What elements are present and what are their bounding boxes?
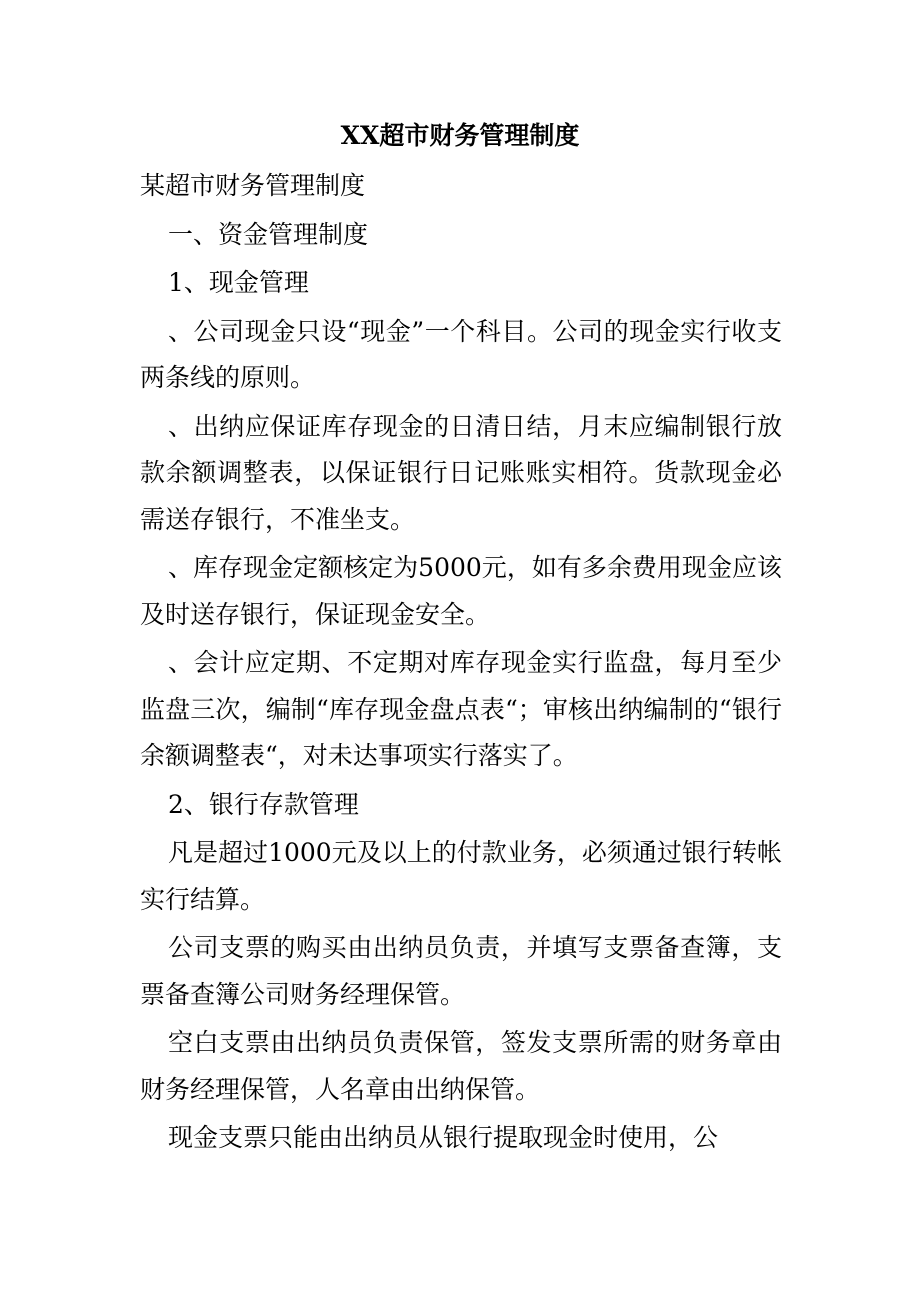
paragraph: 、出纳应保证库存现金的日清日结，月末应编制银行放款余额调整表，以保证银行日记账账实相符。货款现金必需送存银行，不准坐支。 — [140, 411, 782, 534]
paragraph-subsection-bank: 2、银行存款管理 — [168, 789, 359, 819]
paragraph-section-heading: 一、资金管理制度 — [168, 219, 369, 249]
document-body — [140, 163, 782, 1164]
paragraph: 、会计应定期、不定期对库存现金实行监盘，每月至少监盘三次，编制“库存现金盘点表“；审核出纳编制的“银行余额调整表“，对未达事项实行落实了。 — [140, 648, 782, 770]
paragraph: 、库存现金定额核定为5000元，如有多余费用现金应该及时送存银行，保证现金安全。 — [140, 553, 782, 629]
paragraph: 现金支票只能由出纳员从银行提取现金时使用，公 — [168, 1123, 719, 1152]
document-title: XX超市财务管理制度 — [340, 121, 580, 150]
paragraph-subsection-cash: 1、现金管理 — [168, 268, 309, 297]
paragraph-subtitle: 某超市财务管理制度 — [140, 171, 366, 200]
paragraph: 、公司现金只设“现金”一个科目。公司的现金实行收支两条线的原则。 — [140, 316, 782, 392]
paragraph: 空白支票由出纳员负责保管，签发支票所需的财务章由财务经理保管，人名章由出纳保管。 — [140, 1028, 782, 1104]
paragraph: 公司支票的购买由出纳员负责，并填写支票备查簿，支票备查簿公司财务经理保管。 — [140, 933, 782, 1009]
paragraph: 凡是超过1000元及以上的付款业务，必须通过银行转帐实行结算。 — [140, 838, 782, 914]
